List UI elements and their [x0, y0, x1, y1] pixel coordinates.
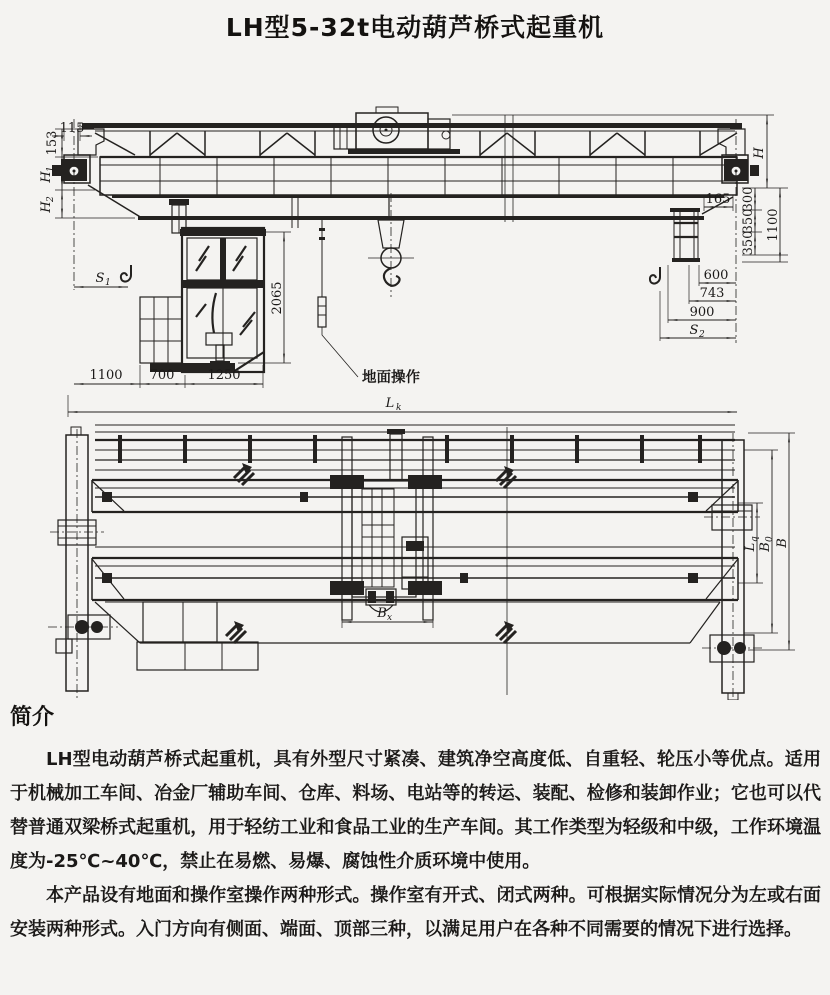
dim-h2: [39, 196, 56, 214]
plan-trolley: [330, 429, 442, 620]
plan-end-truck-left: [48, 427, 118, 700]
cab-ladder: [140, 297, 182, 363]
hook-assembly: [368, 193, 414, 297]
svg-text:B: B: [758, 542, 773, 552]
dim-b0: [758, 536, 775, 553]
plan-walkway-cab: [95, 602, 720, 670]
pendant-control: [318, 218, 420, 386]
dim-600: 600: [703, 268, 729, 283]
svg-text:B: B: [377, 606, 387, 621]
dim-115: 115: [59, 121, 85, 136]
dim-700: 700: [149, 368, 175, 383]
page-title: LH型5-32t电动葫芦桥式起重机: [225, 13, 605, 42]
svg-text:H: H: [39, 201, 54, 213]
elevation-dims-right: [452, 115, 788, 341]
dim-1100-right: 1100: [766, 208, 781, 242]
dim-300: 300: [741, 186, 756, 212]
svg-text:q: q: [750, 536, 760, 542]
svg-text:H: H: [39, 171, 54, 183]
svg-text:2: 2: [46, 196, 56, 202]
svg-text:S: S: [689, 323, 699, 338]
svg-text:1: 1: [105, 278, 111, 288]
dim-350-b: 350: [741, 230, 756, 256]
dim-h1: [39, 166, 56, 183]
svg-text:1: 1: [46, 166, 56, 172]
elevation-view: [39, 107, 788, 417]
svg-text:2: 2: [699, 330, 705, 340]
dim-350-a: 350: [741, 208, 756, 234]
intro-heading: 简介: [10, 705, 55, 730]
cab-seat: [206, 293, 232, 366]
svg-text:x: x: [387, 613, 393, 623]
dim-h: H: [752, 147, 767, 159]
svg-text:L: L: [385, 396, 395, 411]
dim-s1: [96, 271, 111, 288]
dim-153: 153: [45, 130, 60, 156]
dim-2065: 2065: [270, 281, 285, 315]
dim-lk: [385, 396, 402, 413]
intro-paragraph-2: 本产品设有地面和操作室操作两种形式。操作室有开式、闭式两种。可根据实际情况分为左或右面安装两种形式。入门方向有侧面、端面、顶部三种，以满足用户在各种不同需要的情况下进行选择。: [10, 885, 821, 940]
svg-text:k: k: [396, 403, 402, 413]
dim-900: 900: [689, 305, 715, 320]
dim-s2: [690, 323, 705, 340]
svg-text:L: L: [743, 542, 758, 552]
svg-text:0: 0: [765, 536, 775, 542]
ground-operation-label: 地面操作: [362, 370, 420, 386]
dim-743: 743: [699, 286, 725, 301]
dim-1100-bottom: 1100: [89, 368, 123, 383]
svg-text:S: S: [95, 271, 105, 286]
intro-paragraph-1: LH型电动葫芦桥式起重机，具有外型尺寸紧凑、建筑净空高度低、自重轻、轮压小等优点。适用于机械加工车间、冶金厂辅助车间、仓库、料场、电站等的转运、装配、检修和装卸作业；它也可以代替普通双梁桥式起重机，用于轻纺工业和食品工业的生产车间。其工作类型为轻级和中级，工作环境温度为-25℃~40℃，禁止在易燃、易爆、腐蚀性介质环境中使用。: [10, 749, 821, 872]
dim-1250: 1250: [207, 368, 241, 383]
technical-drawing: [0, 85, 830, 700]
dim-b: B: [775, 538, 790, 548]
dim-165: 165: [705, 192, 731, 207]
intro-section: [10, 700, 821, 947]
plan-handrails: [95, 425, 735, 470]
plan-view: [48, 425, 795, 700]
